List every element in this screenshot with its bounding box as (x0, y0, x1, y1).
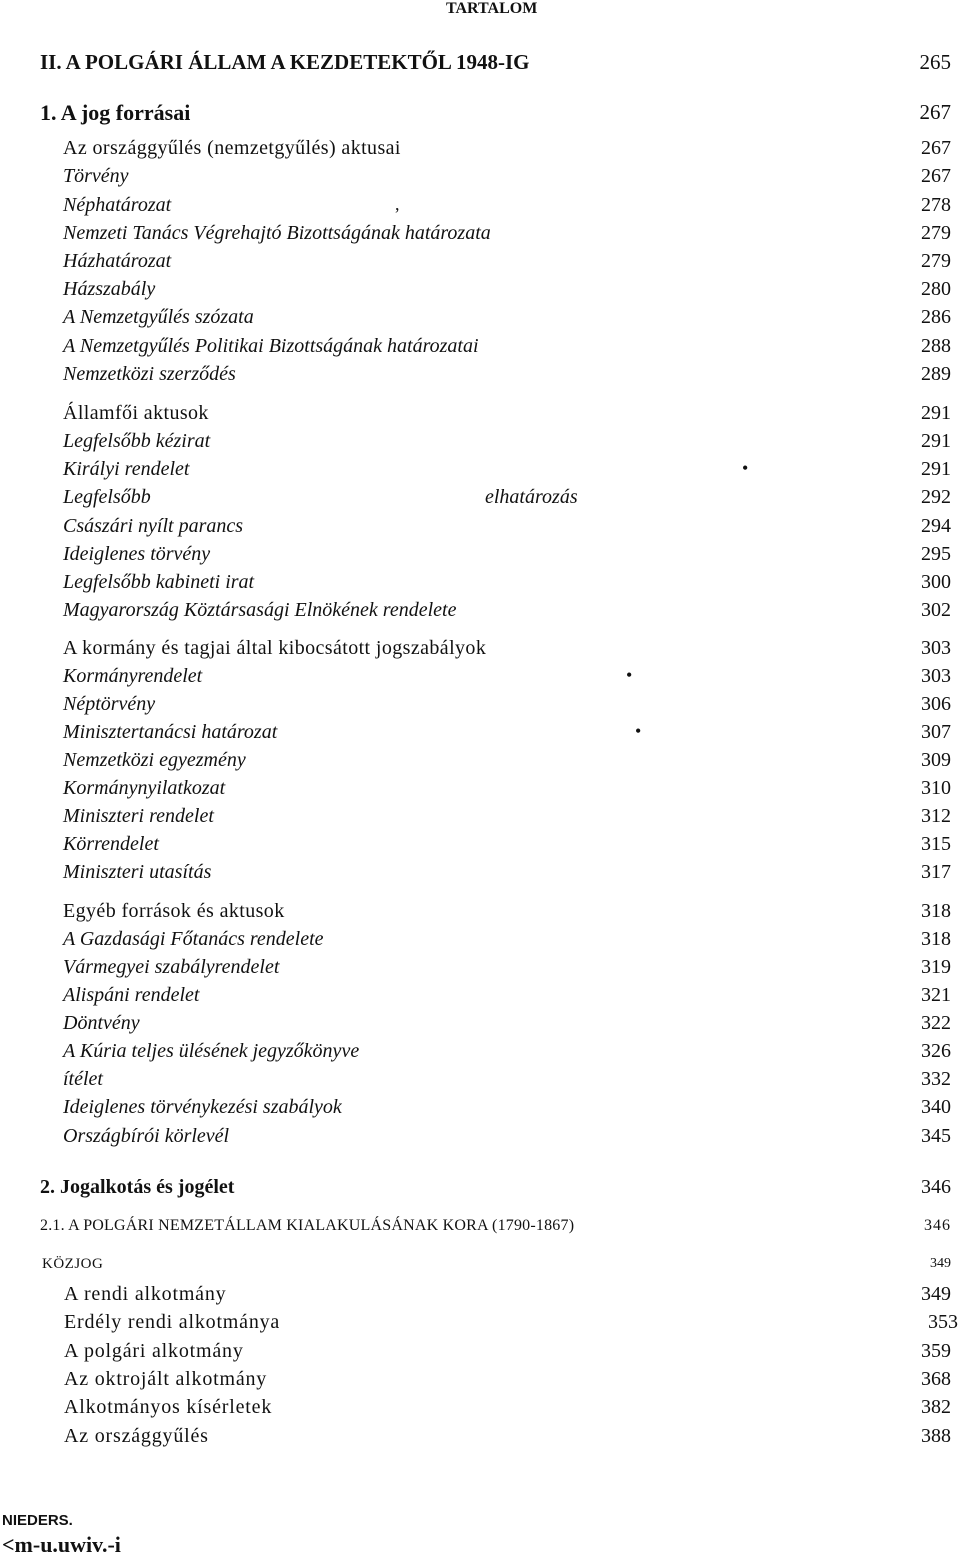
toc-entry-title: Vármegyei szabályrendelet (63, 956, 280, 978)
toc-entry-page: 312 (921, 805, 951, 827)
toc-entry-page: 307 (921, 721, 951, 743)
kozjog-entry-page: 382 (921, 1396, 951, 1418)
toc-entry-mark: • (742, 458, 749, 478)
toc-entry-title: A Gazdasági Főtanács rendelete (63, 928, 324, 950)
toc-entry-title: Alispáni rendelet (63, 984, 200, 1006)
toc-entry-title: Császári nyílt parancs (63, 515, 244, 537)
chapter2-page: 346 (921, 1176, 951, 1198)
toc-entry-page: 340 (921, 1096, 951, 1118)
toc-entry (0, 486, 960, 514)
toc-entry-page: 278 (921, 194, 951, 216)
section-heading (0, 1217, 960, 1245)
toc-entry-page: 315 (921, 833, 951, 855)
toc-entry (0, 194, 960, 222)
toc-entry (0, 900, 960, 928)
toc-entry (0, 278, 960, 306)
toc-entry (0, 363, 960, 391)
kozjog-entry-page: 359 (921, 1340, 951, 1362)
toc-entry-title: Döntvény (63, 1012, 140, 1034)
toc-entry-title: Ideiglenes törvénykezési szabályok (63, 1096, 342, 1118)
toc-entry-title: Az országgyűlés (nemzetgyűlés) aktusai (63, 137, 401, 159)
toc-entry (0, 222, 960, 250)
toc-entry-title: Törvény (63, 165, 129, 187)
toc-entry-title: A Nemzetgyűlés szózata (63, 306, 254, 328)
toc-entry-page: 292 (921, 486, 951, 508)
toc-entry-page: 279 (921, 250, 951, 272)
toc-entry (0, 543, 960, 571)
toc-entry-title: Miniszteri utasítás (63, 861, 212, 883)
toc-entry-page: 318 (921, 900, 951, 922)
toc-entry (0, 637, 960, 665)
kozjog-entry-page: 349 (921, 1283, 951, 1305)
toc-entry-title: Miniszteri rendelet (63, 805, 214, 827)
toc-entry (0, 984, 960, 1012)
toc-entry-title: Kormányrendelet (63, 665, 203, 687)
chapter-page: 267 (919, 100, 951, 124)
toc-entry-page: 294 (921, 515, 951, 537)
toc-entry-page: 280 (921, 278, 951, 300)
toc-entry (0, 956, 960, 984)
kozjog-entry-title: Alkotmányos kísérletek (64, 1396, 273, 1418)
toc-entry (0, 335, 960, 363)
subsection-title: KÖZJOG (42, 1256, 104, 1272)
toc-entry-title: Államfői aktusok (63, 402, 209, 424)
toc-entry-title: Néptörvény (63, 693, 156, 715)
toc-entry (0, 306, 960, 334)
kozjog-entry (0, 1283, 960, 1311)
toc-entry-page: 306 (921, 693, 951, 715)
toc-entry-title: Néphatározat (63, 194, 172, 216)
toc-entry (0, 571, 960, 599)
toc-entry-page: 279 (921, 222, 951, 244)
toc-entry (0, 861, 960, 889)
toc-entry-page: 291 (921, 430, 951, 452)
toc-entry-title: Legfelsőbb kézirat (63, 430, 211, 452)
toc-entry-title: A Nemzetgyűlés Politikai Bizottságának határozatai (63, 335, 479, 357)
chapter-heading (0, 100, 960, 128)
toc-entry (0, 665, 960, 693)
toc-entry (0, 599, 960, 627)
toc-entry-title: Kormánynyilatkozat (63, 777, 226, 799)
toc-entry-page: 267 (921, 137, 951, 159)
toc-entry-title: Országbírói körlevél (63, 1125, 230, 1147)
toc-entry-page: 317 (921, 861, 951, 883)
toc-entry (0, 402, 960, 430)
toc-entry-title: Minisztertanácsi határozat (63, 721, 278, 743)
toc-entry-title: Magyarország Köztársasági Elnökének rendelete (63, 599, 457, 621)
kozjog-entry (0, 1311, 960, 1339)
toc-entry-title: Házszabály (63, 278, 156, 300)
toc-entry-page: 295 (921, 543, 951, 565)
toc-entry (0, 137, 960, 165)
toc-entry-page: 332 (921, 1068, 951, 1090)
toc-entry (0, 749, 960, 777)
chapter2-title: 2. Jogalkotás és jogélet (40, 1176, 235, 1198)
toc-entry-title: ítélet (63, 1068, 103, 1090)
toc-entry-title: A kormány és tagjai által kibocsátott jogszabályok (63, 637, 487, 659)
toc-entry (0, 693, 960, 721)
toc-entry-mark: • (626, 665, 633, 685)
toc-entry-title-continued: elhatározás (485, 486, 578, 508)
toc-entry-page: 322 (921, 1012, 951, 1034)
page-header: TARTALOM (446, 0, 538, 17)
toc-entry-page: 291 (921, 458, 951, 480)
toc-entry-page: 289 (921, 363, 951, 385)
kozjog-entry-title: Erdély rendi alkotmánya (64, 1311, 281, 1333)
part-page: 265 (919, 50, 951, 74)
kozjog-entry-page: 353 (928, 1311, 958, 1333)
toc-entry-page: 302 (921, 599, 951, 621)
toc-entry (0, 928, 960, 956)
toc-entry (0, 1012, 960, 1040)
kozjog-entry (0, 1425, 960, 1453)
toc-entry (0, 805, 960, 833)
kozjog-entry-title: Az oktrojált alkotmány (64, 1368, 268, 1390)
toc-entry (0, 458, 960, 486)
footer-stamp-line2: <m-u.uwiv.-i (2, 1532, 121, 1557)
toc-entry-title: Nemzetközi egyezmény (63, 749, 246, 771)
toc-entry-page: 309 (921, 749, 951, 771)
toc-entry-title: Körrendelet (63, 833, 159, 855)
subsection-heading (0, 1256, 960, 1284)
toc-entry (0, 1040, 960, 1068)
toc-entry (0, 777, 960, 805)
toc-entry (0, 1068, 960, 1096)
toc-entry-page: 310 (921, 777, 951, 799)
kozjog-entry (0, 1340, 960, 1368)
part-title: II. A POLGÁRI ÁLLAM A KEZDETEKTŐL 1948-IG (40, 50, 530, 74)
toc-entry-page: 300 (921, 571, 951, 593)
toc-entry-page: 318 (921, 928, 951, 950)
toc-entry-page: 303 (921, 665, 951, 687)
toc-entry-title: Legfelsőbb (63, 486, 151, 508)
toc-entry-page: 303 (921, 637, 951, 659)
toc-entry-page: 291 (921, 402, 951, 424)
section-page: 346 (924, 1217, 951, 1234)
toc-entry-title: A Kúria teljes ülésének jegyzőkönyve (63, 1040, 360, 1062)
toc-entry-page: 321 (921, 984, 951, 1006)
toc-entry (0, 721, 960, 749)
toc-entry-title: Egyéb források és aktusok (63, 900, 285, 922)
toc-entry (0, 250, 960, 278)
kozjog-entry (0, 1368, 960, 1396)
toc-entry-page: 286 (921, 306, 951, 328)
subsection-page: 349 (930, 1256, 951, 1271)
chapter2-heading (0, 1176, 960, 1204)
toc-entry-mark: • (635, 721, 642, 741)
toc-entry-page: 345 (921, 1125, 951, 1147)
toc-entry-title: Nemzetközi szerződés (63, 363, 236, 385)
toc-entry-title: Legfelsőbb kabineti irat (63, 571, 255, 593)
toc-entry-page: 288 (921, 335, 951, 357)
toc-entry (0, 833, 960, 861)
toc-entry-title: Házhatározat (63, 250, 172, 272)
toc-entry-title: Királyi rendelet (63, 458, 190, 480)
chapter-title: 1. A jog forrásai (40, 100, 191, 125)
kozjog-entry-title: A polgári alkotmány (64, 1340, 244, 1362)
kozjog-entry (0, 1396, 960, 1424)
toc-entry-title: Ideiglenes törvény (63, 543, 211, 565)
toc-entry-title: Nemzeti Tanács Végrehajtó Bizottságának határozata (63, 222, 491, 244)
toc-entry (0, 430, 960, 458)
toc-entry-page: 319 (921, 956, 951, 978)
section-title: 2.1. A POLGÁRI NEMZETÁLLAM KIALAKULÁSÁNAK KORA (1790-1867) (40, 1217, 575, 1234)
toc-entry (0, 1125, 960, 1153)
toc-entry (0, 515, 960, 543)
footer-stamp-line1: NIEDERS. (2, 1512, 73, 1529)
kozjog-entry-title: A rendi alkotmány (64, 1283, 227, 1305)
toc-entry-mark: , (395, 194, 400, 214)
toc-entry-page: 267 (921, 165, 951, 187)
toc-entry-page: 326 (921, 1040, 951, 1062)
part-heading (0, 50, 960, 78)
kozjog-entry-page: 368 (921, 1368, 951, 1390)
toc-entry (0, 1096, 960, 1124)
toc-entry (0, 165, 960, 193)
kozjog-entry-title: Az országgyűlés (64, 1425, 209, 1447)
kozjog-entry-page: 388 (921, 1425, 951, 1447)
